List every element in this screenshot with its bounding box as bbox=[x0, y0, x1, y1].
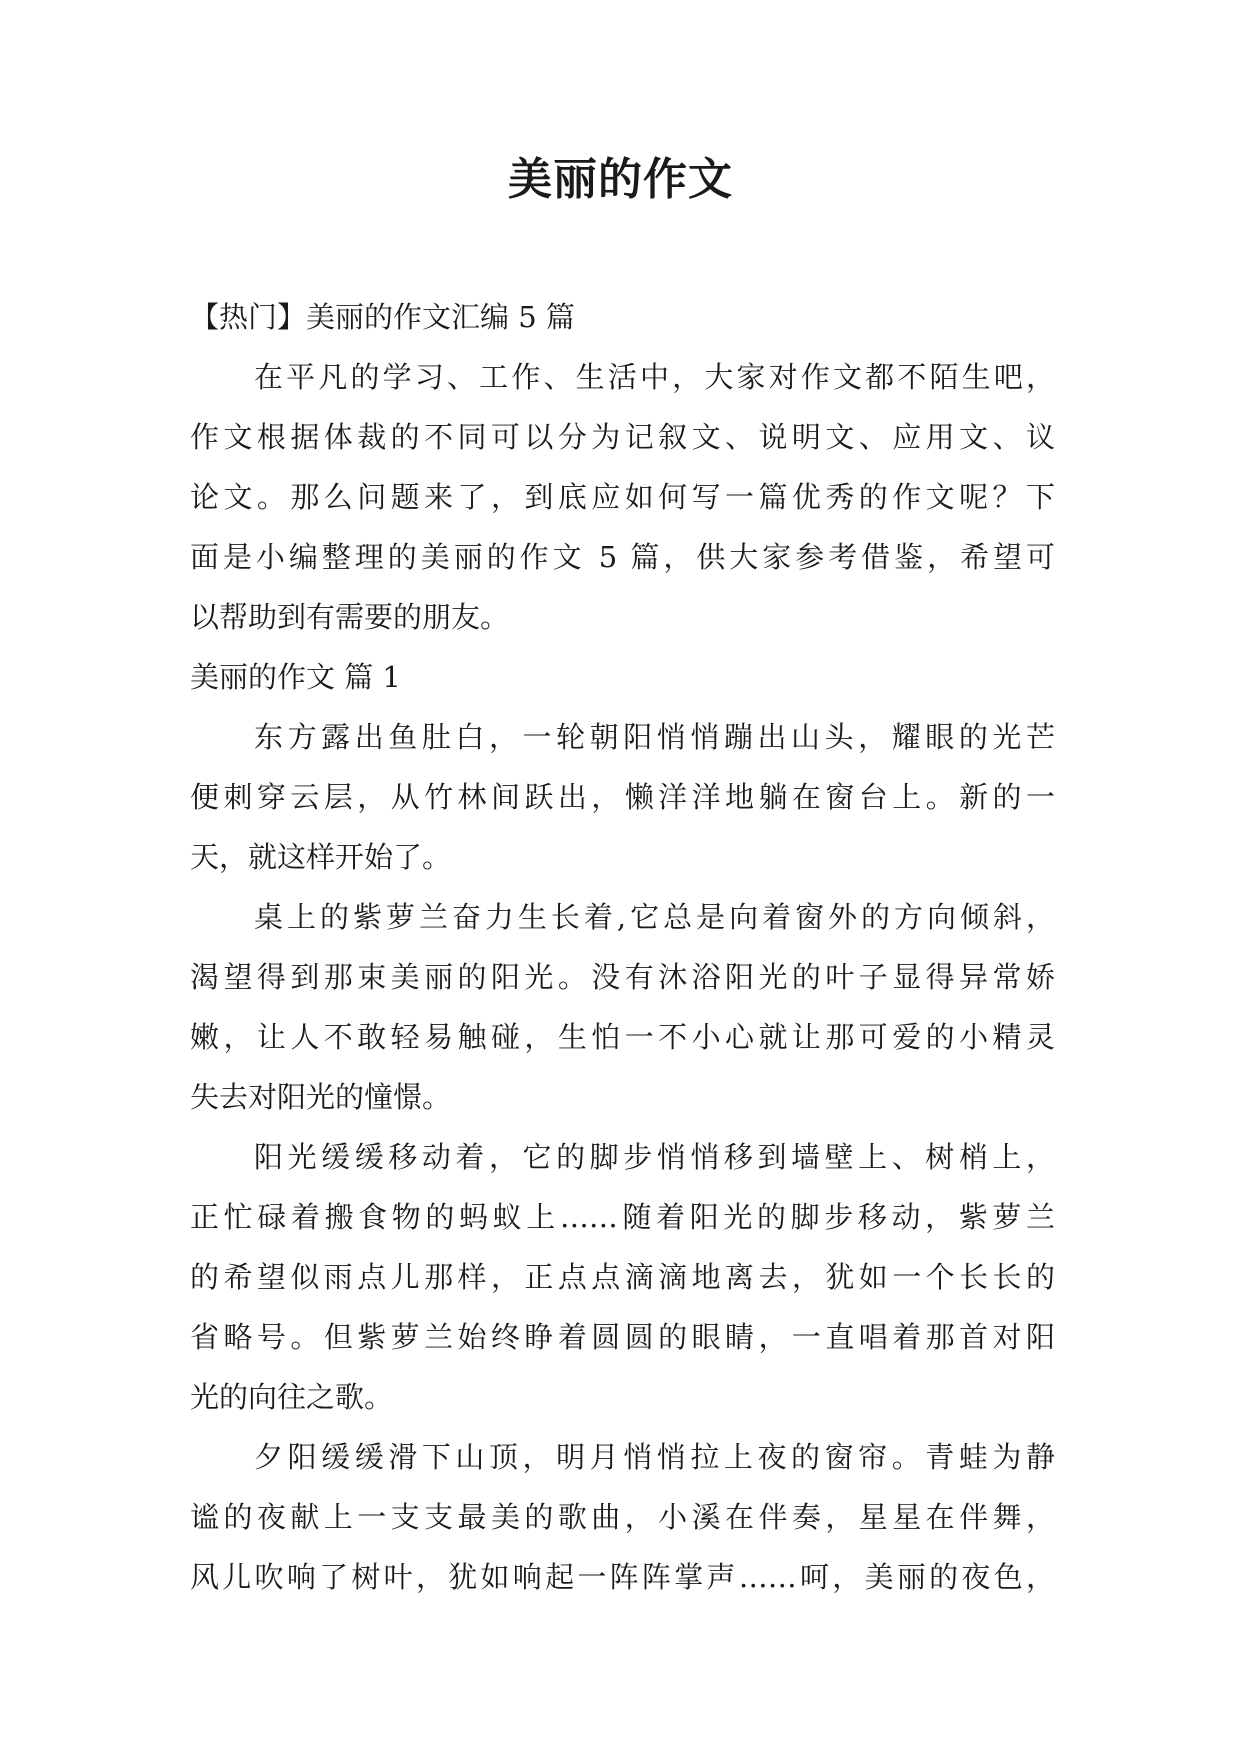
paragraph-line: 天，就这样开始了。 bbox=[190, 840, 452, 874]
paragraph-line: 东方露出鱼肚白，一轮朝阳悄悄蹦出山头，耀眼的光芒 bbox=[254, 720, 1055, 754]
section-heading: 美丽的作文 篇 1 bbox=[190, 660, 401, 694]
paragraph-line: 桌上的紫萝兰奋力生长着,它总是向着窗外的方向倾斜， bbox=[254, 900, 1055, 934]
paragraph-line: 谧的夜献上一支支最美的歌曲，小溪在伴奏，星星在伴舞， bbox=[190, 1500, 1055, 1534]
paragraph-line: 风儿吹响了树叶，犹如响起一阵阵掌声……呵，美丽的夜色， bbox=[190, 1560, 1055, 1594]
document-title: 美丽的作文 bbox=[508, 154, 733, 205]
paragraph-line: 失去对阳光的憧憬。 bbox=[190, 1080, 452, 1114]
intro-heading: 【热门】美丽的作文汇编 5 篇 bbox=[190, 300, 575, 334]
paragraph-line: 阳光缓缓移动着，它的脚步悄悄移到墙壁上、树梢上， bbox=[254, 1140, 1055, 1174]
paragraph-line: 嫩，让人不敢轻易触碰，生怕一不小心就让那可爱的小精灵 bbox=[190, 1020, 1055, 1054]
paragraph-line: 以帮助到有需要的朋友。 bbox=[190, 600, 510, 634]
paragraph-line: 光的向往之歌。 bbox=[190, 1380, 394, 1414]
paragraph-line: 便刺穿云层，从竹林间跃出，懒洋洋地躺在窗台上。新的一 bbox=[190, 780, 1055, 814]
paragraph-line: 在平凡的学习、工作、生活中，大家对作文都不陌生吧， bbox=[254, 360, 1055, 394]
paragraph-line: 的希望似雨点儿那样，正点点滴滴地离去，犹如一个长长的 bbox=[190, 1260, 1055, 1294]
document-body bbox=[190, 287, 1055, 1607]
paragraph-line: 夕阳缓缓滑下山顶，明月悄悄拉上夜的窗帘。青蛙为静 bbox=[254, 1440, 1055, 1474]
paragraph-line: 作文根据体裁的不同可以分为记叙文、说明文、应用文、议 bbox=[190, 420, 1055, 454]
paragraph-line: 正忙碌着搬食物的蚂蚁上……随着阳光的脚步移动，紫萝兰 bbox=[190, 1200, 1055, 1234]
paragraph-line: 渴望得到那束美丽的阳光。没有沐浴阳光的叶子显得异常娇 bbox=[190, 960, 1055, 994]
paragraph-line: 面是小编整理的美丽的作文 5 篇，供大家参考借鉴，希望可 bbox=[190, 540, 1055, 574]
paragraph-line: 论文。那么问题来了，到底应如何写一篇优秀的作文呢？下 bbox=[190, 480, 1055, 514]
paragraph-line: 省略号。但紫萝兰始终睁着圆圆的眼睛，一直唱着那首对阳 bbox=[190, 1320, 1055, 1354]
